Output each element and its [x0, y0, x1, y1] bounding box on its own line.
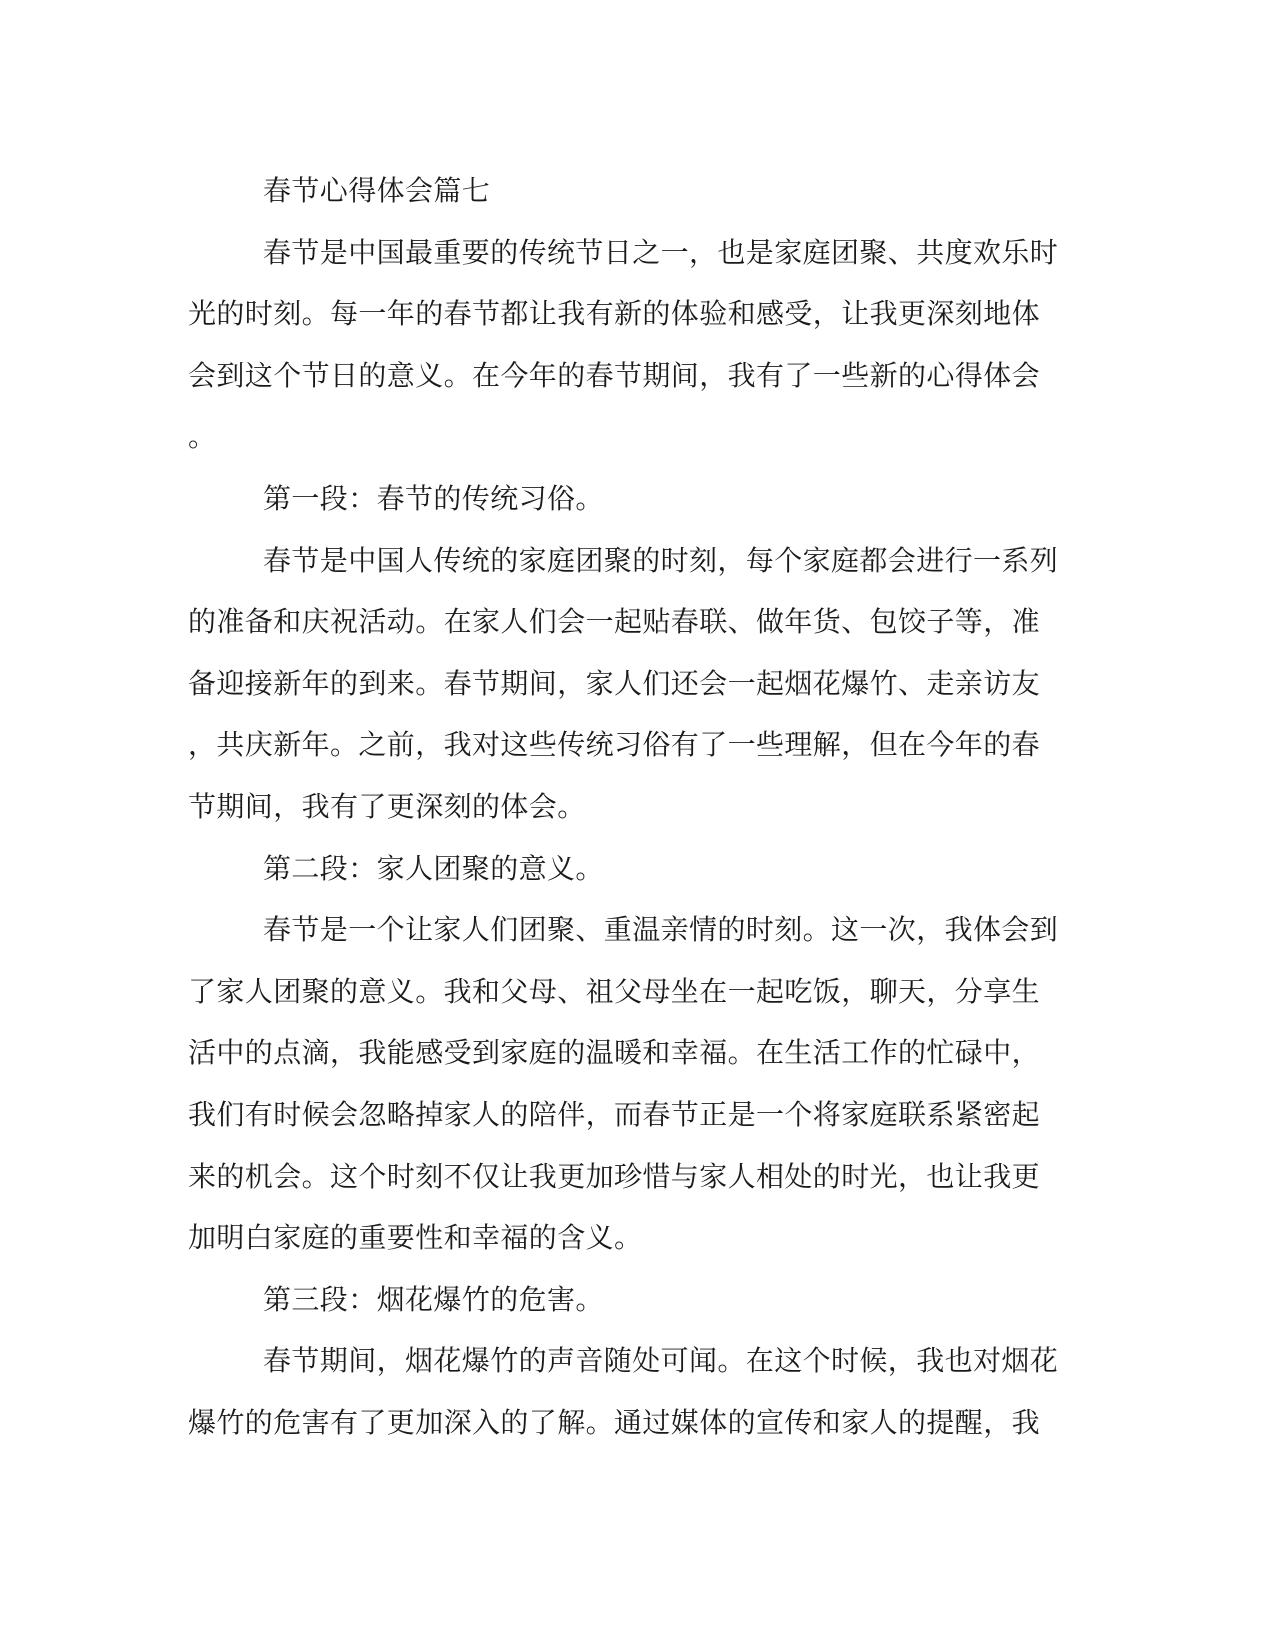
intro-paragraph: 春节是中国最重要的传统节日之一，也是家庭团聚、共度欢乐时 光的时刻。每一年的春节都让我有新的体验和感受，让我更深刻地体 会到这个节日的意义。在今年的春节期间，我有了一些新的心得体会 。	[188, 235, 1059, 454]
document-body	[188, 160, 1068, 1453]
section-3-heading: 第三段：烟花爆竹的危害。	[263, 1282, 604, 1316]
document-title: 春节心得体会篇七	[263, 174, 491, 207]
section-1-heading: 第一段：春节的传统习俗。	[263, 481, 604, 515]
section-2-heading: 第二段：家人团聚的意义。	[263, 851, 604, 885]
section-2-paragraph: 春节是一个让家人们团聚、重温亲情的时刻。这一次，我体会到 了家人团聚的意义。我和父母、祖父母坐在一起吃饭，聊天，分享生 活中的点滴，我能感受到家庭的温暖和幸福。在生活工作的忙碌中， 我们有时候会忽略掉家人的陪伴，而春节正是一个将家庭联系紧密起 来的机会。这个时刻不仅让我更加珍惜与家人相处的时光，也让我更 加明白家庭的重要性和幸福的含义。	[188, 913, 1059, 1255]
section-3-paragraph: 春节期间，烟花爆竹的声音随处可闻。在这个时候，我也对烟花 爆竹的危害有了更加深入的了解。通过媒体的宣传和家人的提醒，我	[188, 1344, 1059, 1439]
section-1-paragraph: 春节是中国人传统的家庭团聚的时刻，每个家庭都会进行一系列 的准备和庆祝活动。在家人们会一起贴春联、做年货、包饺子等，准 备迎接新年的到来。春节期间，家人们还会一起烟花爆竹、走亲访友 ，共庆新年。之前，我对这些传统习俗有了一些理解，但在今年的春 节期间，我有了更深刻的体会。	[188, 543, 1059, 823]
